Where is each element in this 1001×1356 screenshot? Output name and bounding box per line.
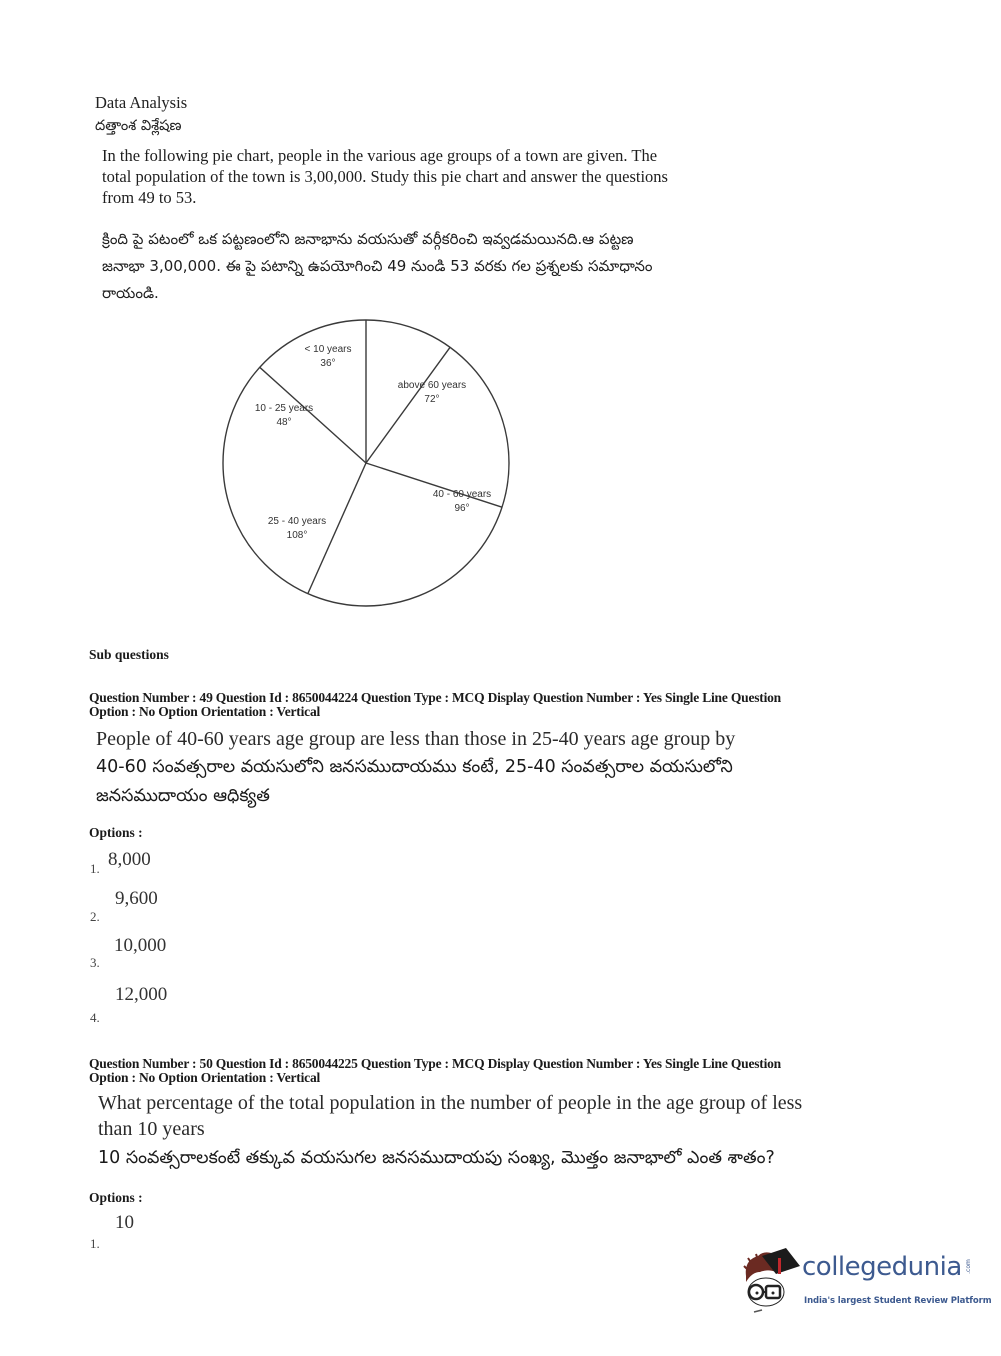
option-value[interactable]: 10,000 — [114, 935, 167, 956]
pie-label-25-40: 25 - 40 years 108° — [267, 516, 327, 541]
option-value[interactable]: 8,000 — [108, 849, 151, 870]
intro-line: In the following pie chart, people in the various age groups of a town are given. The — [102, 146, 658, 165]
option-value[interactable]: 10 — [115, 1212, 134, 1233]
pie-label-above-60: above 60 years 72° — [397, 380, 467, 405]
option-number: 4. — [90, 1010, 100, 1025]
pie-chart-graphic — [218, 316, 514, 612]
intro-line-te: క్రింది పై పటంలో ఒక పట్టణంలోని జనాభాను వయసుతో వర్గీకరించి ఇవ్వడమయినది.ఆ పట్టణ — [102, 230, 634, 248]
sub-questions-heading: Sub questions — [89, 647, 169, 662]
intro-line-te: జనాభా 3,00,000. ఈ పై పటాన్ని ఉపయోగించి 49 నుండి 53 వరకు గల ప్రశ్నలకు సమాధానం — [102, 257, 653, 275]
section-title-telugu: దత్తాంశ విశ్లేషణ — [95, 118, 182, 134]
brand-suffix: .com — [964, 1259, 972, 1274]
brand-name: collegedunia — [802, 1252, 962, 1282]
option-number: 1. — [90, 1236, 100, 1251]
intro-line: from 49 to 53. — [102, 188, 197, 207]
option-number: 3. — [90, 955, 100, 970]
option-value[interactable]: 12,000 — [115, 984, 168, 1005]
section-title: Data Analysis — [95, 93, 188, 112]
intro-line: total population of the town is 3,00,000. Study this pie chart and answer the questions — [102, 167, 668, 186]
brand-tagline: India's largest Student Review Platform — [804, 1296, 992, 1306]
question-50-text-te: 10 సంవత్సరాలకంటే తక్కువ వయసుగల జనసముదాయపు సంఖ్య, మొత్తం జనాభాలో ఎంత శాతం? — [98, 1148, 775, 1168]
question-49-text-en: People of 40-60 years age group are less than those in 25-40 years age group by — [96, 728, 736, 750]
option-number: 2. — [90, 909, 100, 924]
pie-label-10-25: 10 - 25 years 48° — [254, 403, 314, 428]
mascot-icon — [740, 1246, 802, 1318]
intro-paragraph-en — [102, 145, 668, 208]
pie-label-40-60: 40 - 60 years 96° — [432, 489, 492, 514]
question-49-options-label: Options : — [89, 825, 143, 840]
collegedunia-logo — [740, 1246, 992, 1318]
question-50-text-en: What percentage of the total population in the number of people in the age group of less than 10 years — [98, 1092, 803, 1140]
question-50-meta: Question Number : 50 Question Id : 8650044225 Question Type : MCQ Display Question Number : Yes Single Line Question Option : No Option Orientation : Vertical — [89, 1056, 781, 1085]
question-49-meta: Question Number : 49 Question Id : 8650044224 Question Type : MCQ Display Question Number : Yes Single Line Question Option : No Option Orientation : Vertical — [89, 690, 781, 719]
question-50-options-label: Options : — [89, 1190, 143, 1205]
question-49-text-te: 40-60 సంవత్సరాల వయసులోని జనసముదాయము కంటే, 25-40 సంవత్సరాల వయసులోని జనసముదాయం ఆధిక్యత — [96, 757, 733, 806]
pie-label-under-10: < 10 years 36° — [304, 344, 352, 369]
intro-line-te: రాయండి. — [102, 284, 159, 302]
option-number: 1. — [90, 861, 100, 876]
pie-chart — [218, 316, 514, 612]
intro-paragraph-te — [102, 226, 652, 307]
option-value[interactable]: 9,600 — [115, 888, 158, 909]
